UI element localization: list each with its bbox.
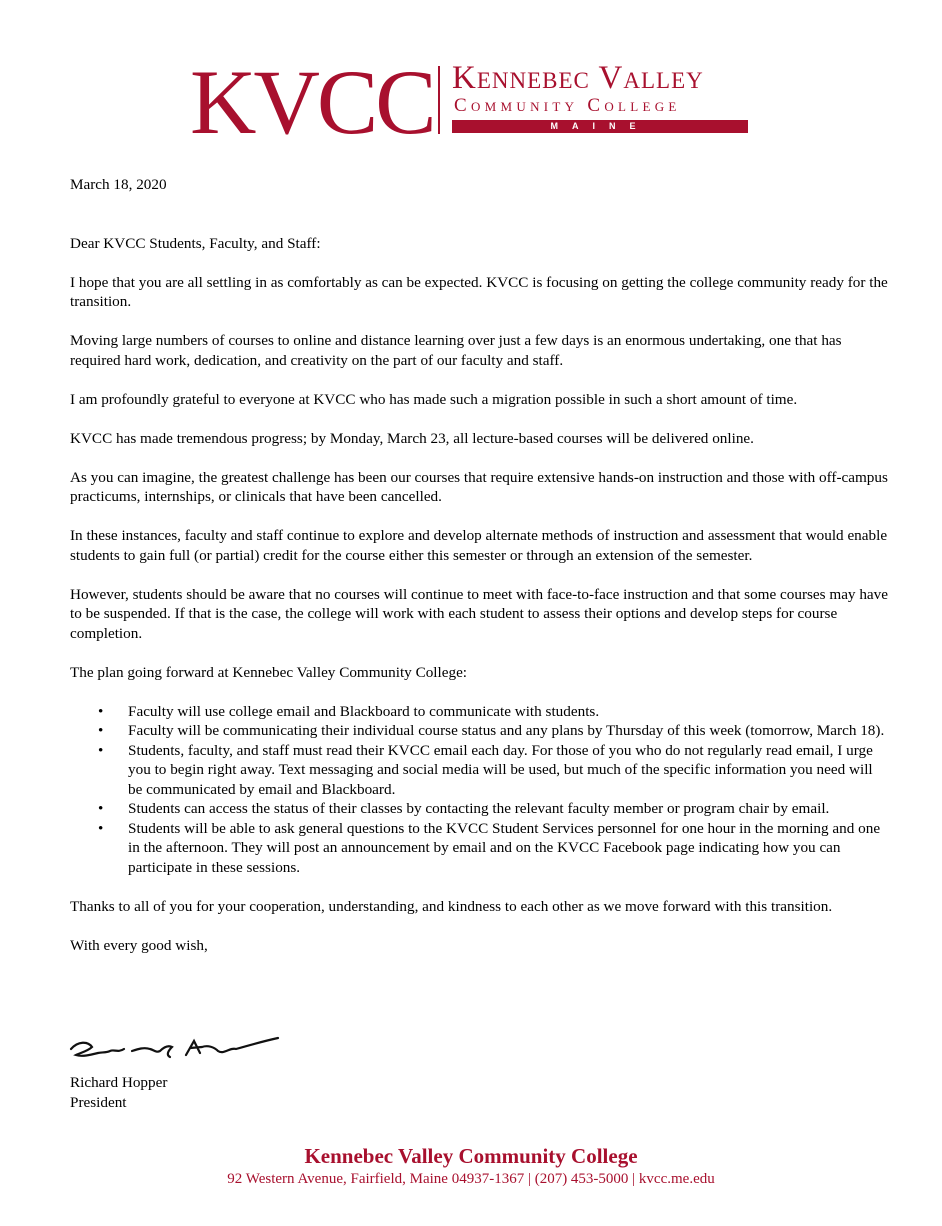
signer-title: President	[70, 1093, 127, 1111]
paragraph: As you can imagine, the greatest challenge has been our courses that require extensive hands-on instruction and those with off-campus practicums, internships, or clinicals that have been cancelled.	[70, 468, 888, 505]
logo-state-bar: MAINE	[452, 120, 748, 133]
letter-date: March 18, 2020	[70, 176, 167, 193]
closing-paragraph: Thanks to all of you for your cooperation, understanding, and kindness to each other as we move forward with this transition.	[70, 897, 833, 915]
logo-mark: KVCC	[190, 51, 434, 153]
list-item-text: Faculty will use college email and Blackboard to communicate with students.	[128, 702, 600, 720]
list-item-text: Faculty will be communicating their individual course status and any plans by Thursday of this week (tomorrow, March 18).	[128, 722, 885, 739]
footer-college-name: Kennebec Valley Community College	[304, 1144, 638, 1168]
plan-intro: The plan going forward at Kennebec Valley Community College:	[70, 663, 468, 681]
paragraph: I am profoundly grateful to everyone at KVCC who has made such a migration possible in such a short amount of time.	[70, 390, 798, 408]
paragraph: KVCC has made tremendous progress; by Monday, March 23, all lecture-based courses will be delivered online.	[70, 429, 754, 447]
paragraph: I hope that you are all settling in as comfortably as can be expected. KVCC is focusing on getting the college community ready for the transition.	[70, 273, 888, 310]
salutation: Dear KVCC Students, Faculty, and Staff:	[70, 234, 321, 252]
paragraph: However, students should be aware that no courses will continue to meet with face-to-face instruction and that some courses may have to be suspended. If that is the case, the college will work with each student to assess their options and develop steps for course completion.	[70, 585, 888, 642]
list-item	[70, 799, 890, 819]
paragraph: Moving large numbers of courses to online and distance learning over just a few days is an enormous undertaking, one that has required hard work, dedication, and creativity on the part of our faculty and staff.	[70, 332, 842, 369]
list-item-text: Students, faculty, and staff must read their KVCC email each day. For those of you who do not regularly read email, I urge you to begin right away. Text messaging and social media will be used, but much of the specific information you need will be communicated by email and Blackboard.	[128, 741, 873, 798]
logo-name-line1: Kennebec Valley	[452, 60, 704, 96]
list-item-text: Students will be able to ask general questions to the KVCC Student Services personnel for one hour in the morning and one in the afternoon. They will post an announcement by email and on the KVCC Facebook page indicating how you can participate in these sessions.	[128, 819, 881, 876]
footer-address: 92 Western Avenue, Fairfield, Maine 04937-1367 | (207) 453-5000 | kvcc.me.edu	[227, 1171, 715, 1187]
list-item	[70, 741, 890, 800]
bullet-icon: •	[98, 741, 104, 759]
list-item-text: Students can access the status of their classes by contacting the relevant faculty member or program chair by email.	[128, 800, 830, 817]
bullet-icon: •	[98, 800, 104, 817]
letter-body	[70, 175, 890, 955]
logo-name-line2: Community College	[454, 95, 681, 116]
list-item	[70, 702, 890, 722]
logo-divider	[438, 66, 440, 134]
bullet-icon: •	[98, 702, 104, 720]
letterhead-footer	[0, 1144, 942, 1189]
bullet-icon: •	[98, 722, 104, 739]
list-item	[70, 819, 890, 878]
signature-image	[68, 1035, 283, 1063]
kvcc-logo	[190, 51, 760, 153]
signer-name: Richard Hopper	[70, 1074, 168, 1091]
paragraph: In these instances, faculty and staff continue to explore and develop alternate methods of instruction and assessment that would enable students to gain full (or partial) credit for the course either this semester or through an extension of the semester.	[70, 527, 888, 564]
plan-list	[70, 702, 890, 878]
sign-off: With every good wish,	[70, 936, 208, 954]
bullet-icon: •	[98, 819, 104, 837]
list-item	[70, 721, 890, 741]
signer-block	[70, 1073, 167, 1112]
